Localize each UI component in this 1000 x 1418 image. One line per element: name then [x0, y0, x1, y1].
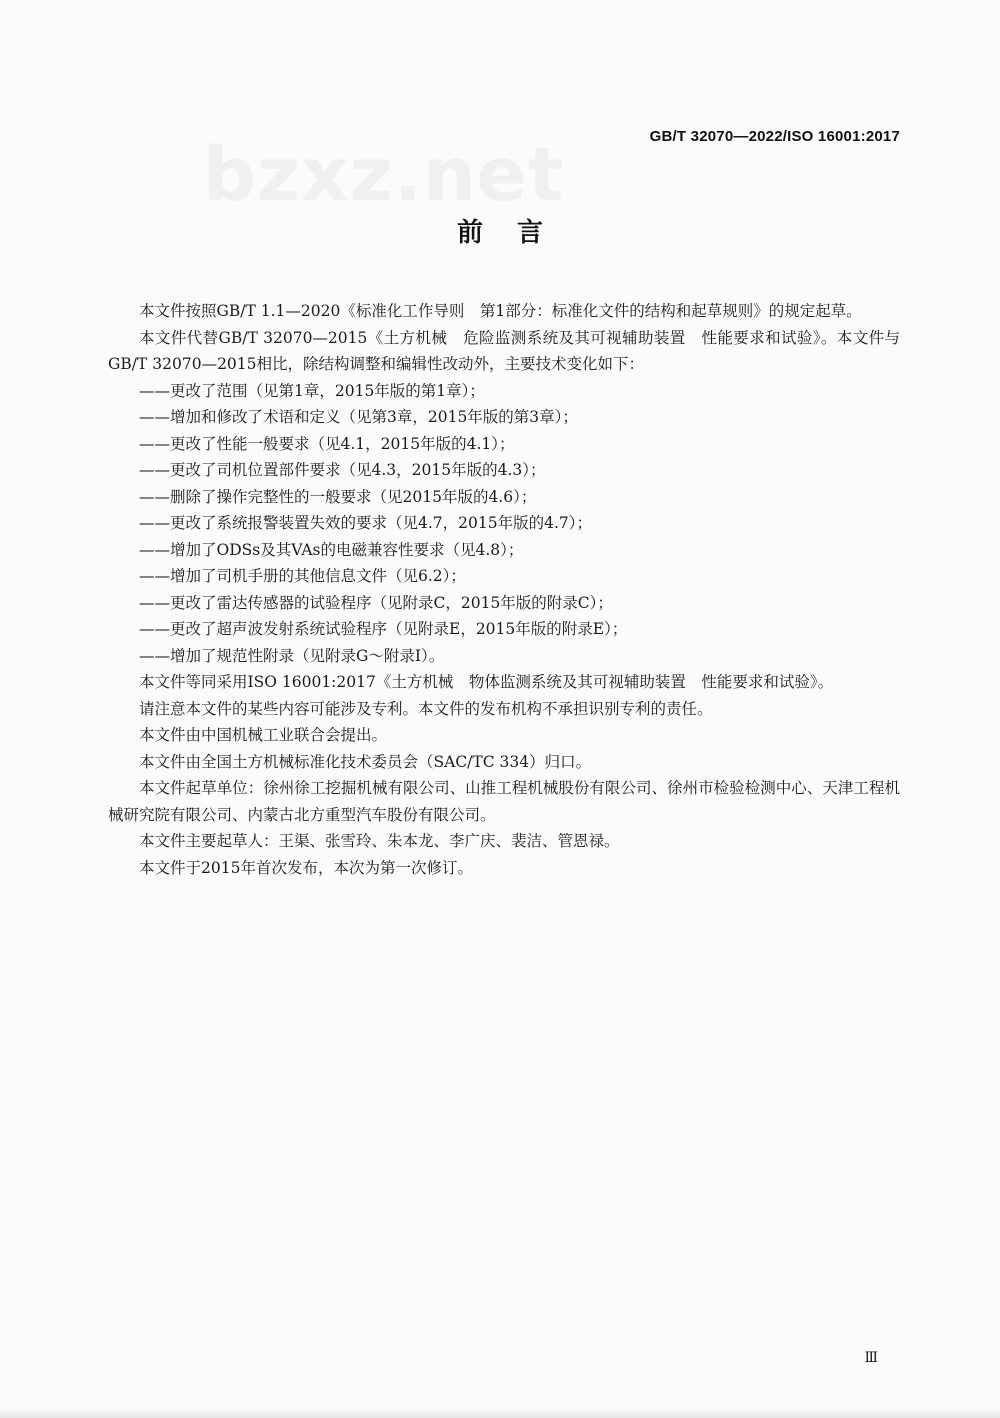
- change-item: ——更改了司机位置部件要求（见4.3，2015年版的4.3）；: [139, 461, 546, 479]
- page-number: Ⅲ: [864, 1350, 878, 1366]
- paragraph-proposed-by: 本文件由中国机械工业联合会提出。: [139, 726, 388, 744]
- change-item: ——增加和修改了术语和定义（见第3章，2015年版的第3章）；: [139, 408, 578, 426]
- change-item: ——更改了性能一般要求（见4.1，2015年版的4.1）；: [139, 434, 515, 453]
- paragraph-drafting-basis: 本文件按照GB/T 1.1—2020《标准化工作导则 第1部分：标准化文件的结构和起草规则》的规定起草。: [139, 302, 862, 320]
- change-item: ——更改了系统报警装置失效的要求（见4.7，2015年版的4.7）；: [139, 514, 592, 532]
- change-item: ——更改了超声波发射系统试验程序（见附录E，2015年版的附录E）；: [139, 620, 628, 638]
- paragraph-administered-by: 本文件由全国土方机械标准化技术委员会（SAC/TC 334）归口。: [139, 752, 592, 771]
- watermark: bzxz.net: [203, 132, 565, 218]
- change-item: ——增加了规范性附录（见附录G～附录I）。: [139, 646, 445, 665]
- paragraph-history: 本文件于2015年首次发布，本次为第一次修订。: [139, 858, 473, 877]
- change-item: ——更改了范围（见第1章，2015年版的第1章）；: [139, 381, 485, 400]
- paragraph-replacement: 本文件代替GB/T 32070—2015《土方机械 危险监测系统及其可视辅助装置 性能要求和试验》。本文件与GB/T 32070—2015相比，除结构调整和编辑性改动外，主要技术变化如下：: [108, 328, 900, 373]
- change-item: ——更改了雷达传感器的试验程序（见附录C，2015年版的附录C）；: [139, 593, 613, 612]
- paragraph-drafters: 本文件主要起草人：王渠、张雪玲、朱本龙、李广庆、裴洁、管恩禄。: [139, 832, 620, 850]
- paragraph-iso-adoption: 本文件等同采用ISO 16001:2017《土方机械 物体监测系统及其可视辅助装置 性能要求和试验》。: [139, 673, 834, 691]
- paragraph-patent-notice: 请注意本文件的某些内容可能涉及专利。本文件的发布机构不承担识别专利的责任。: [139, 699, 713, 718]
- document-body: [108, 298, 900, 881]
- change-item: ——增加了ODSs及其VAs的电磁兼容性要求（见4.8）；: [139, 540, 524, 559]
- standard-code: GB/T 32070—2022/ISO 16001:2017: [649, 128, 900, 145]
- change-item: ——增加了司机手册的其他信息文件（见6.2）；: [139, 567, 466, 585]
- page-title: 前言: [456, 218, 577, 248]
- paragraph-drafting-units: 本文件起草单位：徐州徐工挖掘机械有限公司、山推工程机械股份有限公司、徐州市检验检测中心、天津工程机械研究院有限公司、内蒙古北方重型汽车股份有限公司。: [108, 779, 900, 824]
- change-item: ——删除了操作完整性的一般要求（见2015年版的4.6）；: [139, 487, 537, 506]
- page-edge: [0, 1408, 1000, 1418]
